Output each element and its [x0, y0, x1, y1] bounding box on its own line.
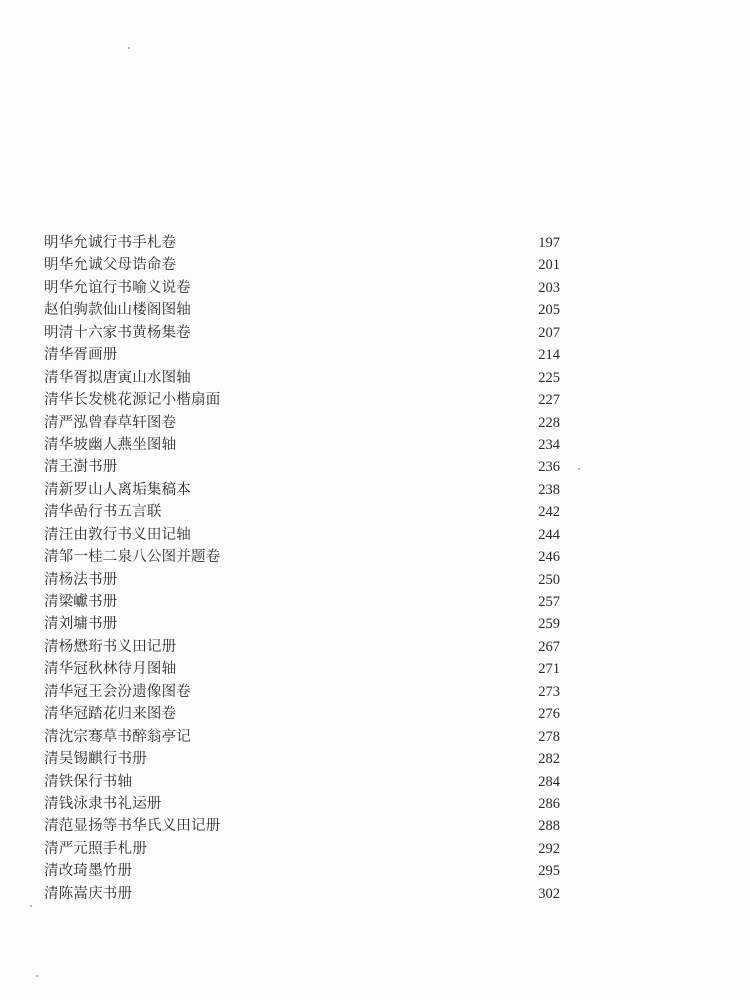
toc-entry-page: 236	[538, 459, 560, 476]
toc-entry[interactable]	[44, 344, 564, 366]
toc-entry-title: 清严元照手札册	[44, 840, 147, 857]
toc-entry[interactable]	[44, 771, 564, 793]
toc-entry-page: 284	[538, 773, 560, 790]
toc-entry-page: 246	[538, 549, 560, 566]
toc-entry-page: 278	[538, 728, 560, 745]
toc-entry-title: 清陈嵩庆书册	[44, 885, 133, 902]
toc-entry-page: 286	[538, 795, 560, 812]
toc-entry-page: 257	[538, 594, 560, 610]
toc-entry[interactable]	[44, 748, 564, 770]
toc-entry-title: 清邹一桂二泉八公图并题卷	[44, 549, 221, 566]
toc-entry[interactable]	[44, 838, 564, 860]
toc-entry-page: 227	[538, 392, 560, 409]
toc-entry-title: 清严泓曾春草轩图卷	[44, 414, 177, 431]
table-of-contents	[44, 232, 564, 905]
toc-entry-page: 244	[538, 526, 560, 543]
toc-entry-page: 225	[538, 369, 560, 386]
toc-entry[interactable]	[44, 479, 564, 501]
toc-entry[interactable]	[44, 658, 564, 680]
toc-entry-title: 清汪由敦行书义田记轴	[44, 526, 191, 543]
toc-entry-title: 清新罗山人离垢集稿本	[44, 481, 191, 498]
toc-entry[interactable]	[44, 501, 564, 523]
toc-entry-page: 295	[538, 863, 560, 880]
toc-entry[interactable]	[44, 322, 564, 344]
page-speck	[36, 975, 38, 977]
toc-entry-page: 203	[538, 279, 560, 296]
toc-entry[interactable]	[44, 456, 564, 478]
page-speck	[578, 468, 580, 470]
toc-entry-page: 197	[538, 235, 560, 251]
toc-entry-page: 201	[538, 257, 560, 274]
toc-entry-title: 清杨法书册	[44, 571, 118, 588]
toc-entry-page: 271	[538, 661, 560, 678]
toc-entry-page: 282	[538, 751, 560, 768]
toc-entry-title: 清改琦墨竹册	[44, 863, 133, 880]
toc-entry-title: 清范显扬等书华氏义田记册	[44, 818, 221, 835]
toc-entry-page: 292	[538, 840, 560, 857]
toc-entry[interactable]	[44, 613, 564, 635]
toc-entry-page: 288	[538, 818, 560, 835]
toc-entry-title: 清沈宗骞草书醉翁亭记	[44, 728, 191, 745]
toc-entry[interactable]	[44, 569, 564, 591]
toc-entry-page: 276	[538, 706, 560, 723]
toc-entry[interactable]	[44, 389, 564, 411]
toc-entry-title: 清华胥拟唐寅山水图轴	[44, 369, 191, 386]
toc-entry-page: 234	[538, 436, 560, 453]
toc-entry-page: 207	[538, 324, 560, 341]
toc-entry-title: 清华坡幽人燕坐图轴	[44, 436, 177, 453]
toc-entry-title: 清铁保行书轴	[44, 773, 133, 790]
toc-entry[interactable]	[44, 524, 564, 546]
toc-entry[interactable]	[44, 681, 564, 703]
toc-entry-title: 清华长发桃花源记小楷扇面	[44, 392, 221, 409]
page-speck	[128, 47, 130, 49]
toc-entry[interactable]	[44, 591, 564, 613]
toc-entry[interactable]	[44, 703, 564, 725]
toc-entry-title: 赵伯驹款仙山楼阁图轴	[44, 302, 191, 319]
toc-entry[interactable]	[44, 636, 564, 658]
toc-entry-title: 清梁巘书册	[44, 594, 118, 610]
toc-entry-title: 明华允诚父母诰命卷	[44, 257, 177, 274]
toc-entry-title: 清华冠秋林待月图轴	[44, 661, 177, 678]
toc-entry-title: 清华胥画册	[44, 347, 118, 364]
toc-entry[interactable]	[44, 793, 564, 815]
toc-entry-title: 清吴锡麒行书册	[44, 751, 147, 768]
toc-entry[interactable]	[44, 277, 564, 299]
toc-entry[interactable]	[44, 815, 564, 837]
toc-entry[interactable]	[44, 232, 564, 254]
toc-entry-title: 清华冠王会汾遗像图卷	[44, 683, 191, 700]
toc-entry-page: 238	[538, 481, 560, 498]
toc-entry-page: 259	[538, 616, 560, 633]
toc-entry-page: 273	[538, 683, 560, 700]
toc-entry[interactable]	[44, 299, 564, 321]
toc-entry-page: 242	[538, 504, 560, 521]
toc-entry-page: 250	[538, 571, 560, 588]
toc-entry-title: 明华允诚行书手札卷	[44, 235, 177, 251]
toc-entry-page: 228	[538, 414, 560, 431]
toc-entry[interactable]	[44, 546, 564, 568]
toc-entry-title: 清华冠踏花归来图卷	[44, 706, 177, 723]
toc-entry[interactable]	[44, 860, 564, 882]
toc-entry-title: 明清十六家书黄杨集卷	[44, 324, 191, 341]
page-speck	[30, 905, 32, 907]
toc-entry-title: 明华允谊行书喻义说卷	[44, 279, 191, 296]
toc-entry-title: 清刘墉书册	[44, 616, 118, 633]
toc-entry[interactable]	[44, 726, 564, 748]
toc-entry-page: 205	[538, 302, 560, 319]
toc-entry[interactable]	[44, 254, 564, 276]
toc-entry[interactable]	[44, 412, 564, 434]
toc-entry-page: 267	[538, 638, 560, 655]
toc-entry-page: 302	[538, 885, 560, 902]
toc-entry[interactable]	[44, 883, 564, 905]
toc-entry-page: 214	[538, 347, 560, 364]
toc-entry[interactable]	[44, 367, 564, 389]
toc-entry-title: 清钱泳隶书礼运册	[44, 795, 162, 812]
toc-entry[interactable]	[44, 434, 564, 456]
toc-entry-title: 清王澍书册	[44, 459, 118, 476]
toc-entry-title: 清杨懋珩书义田记册	[44, 638, 177, 655]
toc-entry-title: 清华嵒行书五言联	[44, 504, 162, 521]
